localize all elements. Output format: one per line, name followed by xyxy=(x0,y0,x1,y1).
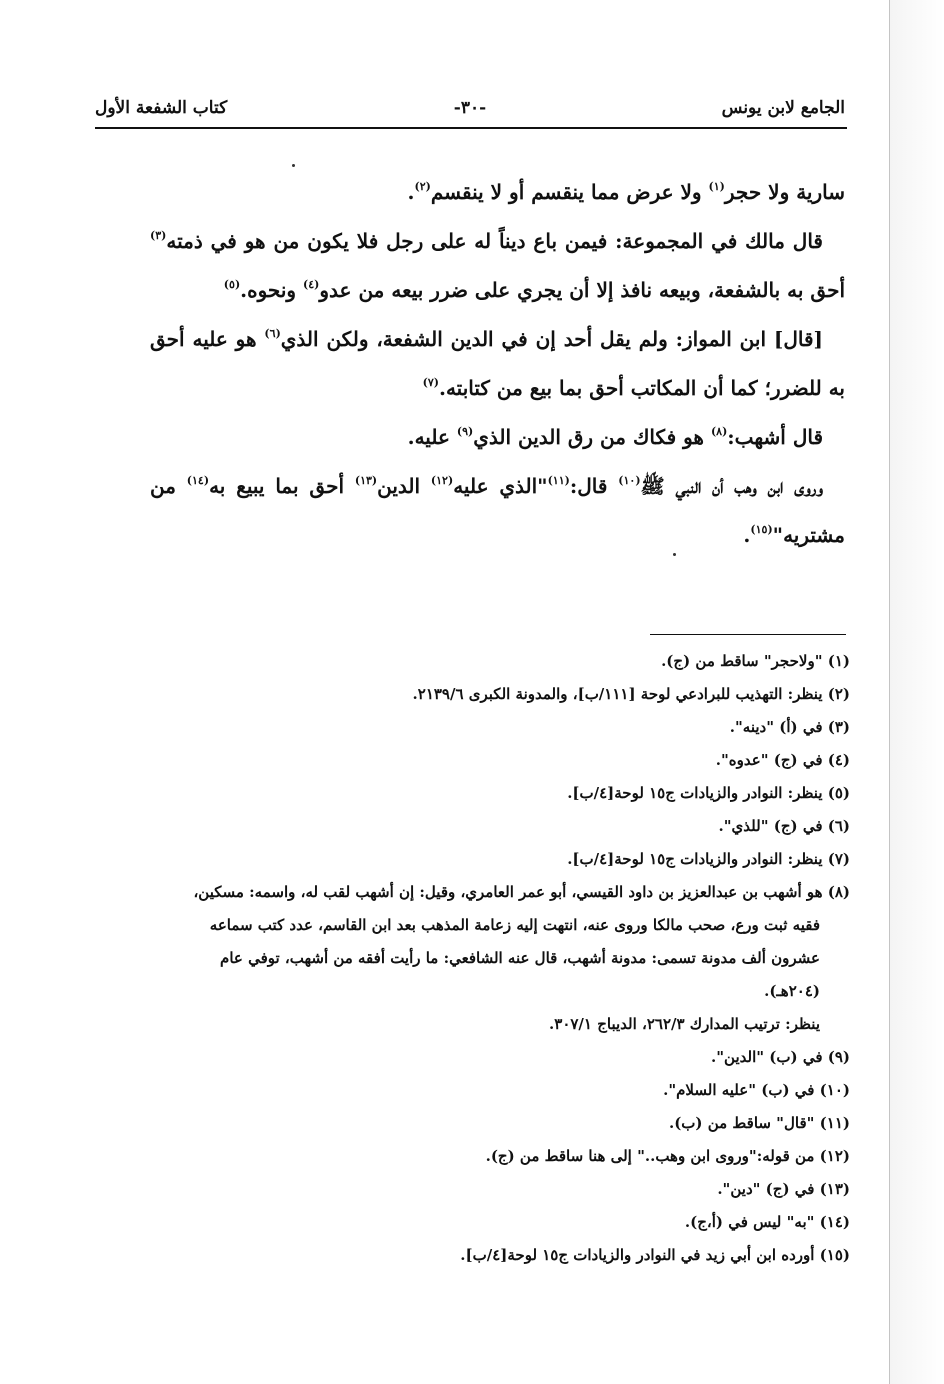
text-run: هو فكاك من رق الدين الذي xyxy=(473,425,711,449)
footnote: (١٤) "به" ليس في (أ،ج). xyxy=(684,1213,850,1231)
footnote-ref: (٧) xyxy=(422,376,439,389)
text-run: ونحوه. xyxy=(240,278,304,302)
paragraph xyxy=(150,217,845,315)
paragraph xyxy=(150,462,845,560)
footnote-ref: (١٥) xyxy=(750,523,773,536)
page-number: -٣٠- xyxy=(453,98,487,118)
text-run: [قال] ابن المواز: ولم يقل أحد إن في الدين الشفعة، ولكن الذي xyxy=(280,327,823,351)
text-run: سارية ولا حجر xyxy=(724,180,845,204)
footnote: (٣) في (أ) "دينه". xyxy=(729,718,850,736)
main-text xyxy=(150,168,845,560)
footnote-ref: (١٣) xyxy=(354,474,378,487)
footnote-ref: (٩) xyxy=(456,425,474,438)
text-run: هو عليه أحق به للضرر؛ كما أن المكاتب أحق بما بيع من كتابته. xyxy=(150,327,845,400)
footnote: (٤) في (ج) "عدوه". xyxy=(715,751,850,769)
footnote: (١٣) في (ج) "دين". xyxy=(717,1180,850,1198)
text-run: قال مالك في المجموعة: فيمن باع ديناً له على رجل فلا يكون من هو في ذمته xyxy=(166,229,823,253)
scan-speck xyxy=(673,553,676,556)
footnote-ref: (٦) xyxy=(264,327,281,340)
text-run: قال: xyxy=(569,474,619,498)
footnote-ref: (٤) xyxy=(303,278,320,291)
footnote: (١٢) من قوله:"وروى ابن وهب.." إلى هنا ساقط من (ج). xyxy=(485,1147,850,1165)
header-rule xyxy=(95,127,847,129)
footnote-continuation: عشرون ألف مدونة تسمى: مدونة أشهب، قال عنه الشافعي: ما رأيت أفقه من أشهب، توفي عام xyxy=(220,949,820,967)
text-run: وروى ابن وهب أن النبي ﷺ xyxy=(640,474,824,498)
text-run: ولا عرض مما ينقسم أو لا ينقسم xyxy=(430,180,709,204)
footnotes xyxy=(80,645,850,1272)
footnote-ref: (١٠) xyxy=(618,474,641,487)
text-run: من مشتريه" xyxy=(150,474,845,547)
paragraph xyxy=(150,168,845,217)
scan-speck xyxy=(292,164,295,167)
text-run: . xyxy=(743,523,751,547)
footnote: (٧) ينظر: النوادر والزيادات ج١٥ لوحة[٤/ب]. xyxy=(567,850,850,868)
running-header xyxy=(95,96,845,126)
footnote: (٦) في (ج) "للذي". xyxy=(718,817,850,835)
text-run: عليه. xyxy=(407,425,457,449)
footnote-continuation: فقيه ثبت ورع، صحب مالكا وروى عنه، انتهت إليه زعامة المذهب بعد ابن القاسم، عدد كتب سماعه xyxy=(209,916,820,934)
footnote-ref: (١١) xyxy=(547,474,570,487)
footnote: (١١) "قال" ساقط من (ب). xyxy=(668,1114,850,1132)
footnote: (٢) ينظر: التهذيب للبرادعي لوحة [١١١/ب]، والمدونة الكبرى ٢١٣٩/٦. xyxy=(412,685,850,703)
header-book-title: الجامع لابن يونس xyxy=(721,98,845,118)
footnote: (١) "ولاحجر" ساقط من (ج). xyxy=(661,652,850,670)
footnote: (١٥) أورده ابن أبي زيد في النوادر والزيادات ج١٥ لوحة[٤/ب]. xyxy=(460,1246,850,1264)
paragraph xyxy=(150,413,845,462)
footnote-ref: (٢) xyxy=(414,180,431,193)
text-run: "الذي عليه xyxy=(453,474,548,498)
text-run: أحق بما يبيع به xyxy=(209,474,355,498)
footnote: (٨) هو أشهب بن عبدالعزيز بن داود القيسي، أبو عمر العامري، وقيل: إن أشهب لقب له، واسمه: مسكين، xyxy=(193,883,850,901)
footnote-ref: (١٤) xyxy=(186,474,210,487)
footnote: (٩) في (ب) "الدين". xyxy=(711,1048,850,1066)
footnote-separator xyxy=(650,634,846,635)
header-chapter-title: كتاب الشفعة الأول xyxy=(95,98,228,118)
text-run: الدين xyxy=(377,474,431,498)
footnote-ref: (١) xyxy=(708,180,725,193)
footnote: (٥) ينظر: النوادر والزيادات ج١٥ لوحة[٤/ب]. xyxy=(567,784,850,802)
footnote-ref: (١٢) xyxy=(430,474,454,487)
footnote-ref: (٨) xyxy=(710,425,728,438)
footnote-continuation: ينظر: ترتيب المدارك ٢٦٢/٣، الديباج ٣٠٧/١. xyxy=(549,1015,820,1033)
footnote-continuation: (٢٠٤هـ). xyxy=(764,982,820,1000)
footnote-ref: (٥) xyxy=(223,278,241,291)
text-run: أحق به بالشفعة، وبيعه نافذ إلا أن يجري على ضرر بيعه من عدو xyxy=(319,278,845,302)
paragraph xyxy=(150,315,845,413)
footnote-ref: (٣) xyxy=(150,229,167,242)
footnote: (١٠) في (ب) "عليه السلام". xyxy=(663,1081,850,1099)
page-edge-shadow xyxy=(890,0,944,1384)
text-run: قال أشهب: xyxy=(727,425,823,449)
text-run: . xyxy=(407,180,415,204)
